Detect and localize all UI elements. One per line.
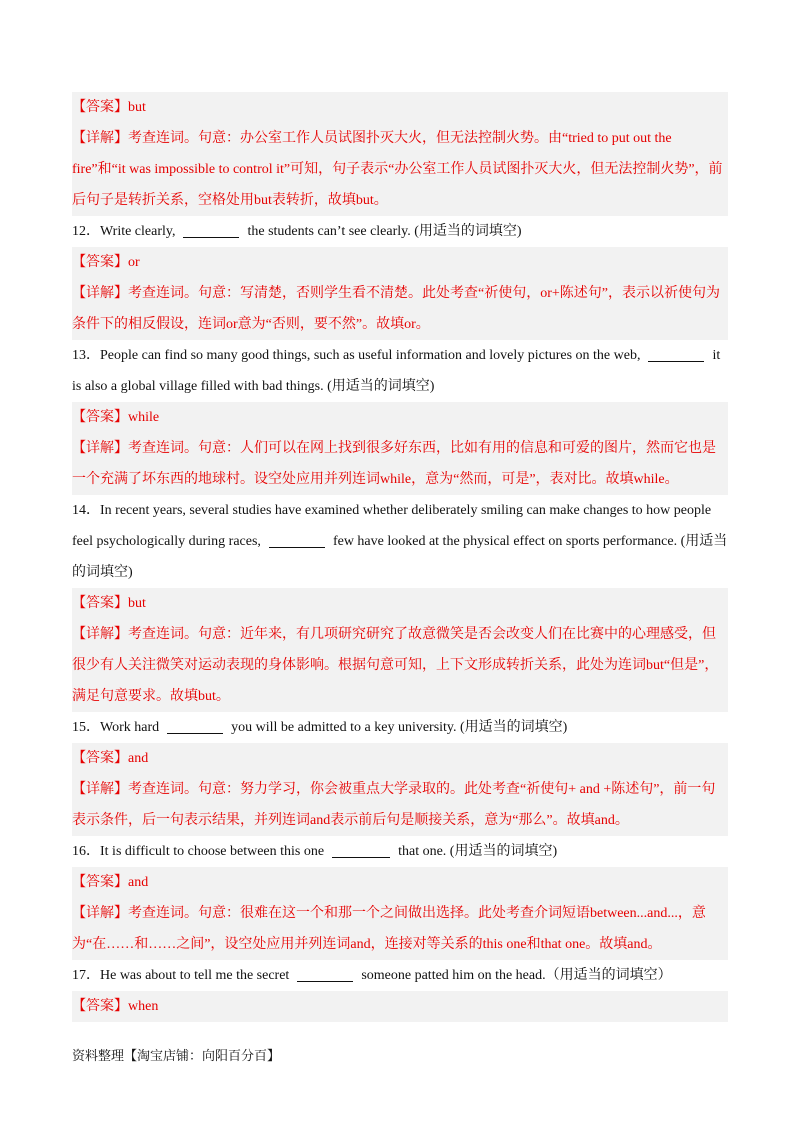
answer-block-16 [72, 867, 728, 960]
answer-block-14 [72, 588, 728, 712]
answer-text: 【答案】or [72, 255, 140, 270]
question-13 [72, 340, 728, 402]
answer-block-13 [72, 402, 728, 495]
question-text: the students can’t see clearly. (用适当的词填空) [247, 224, 522, 239]
answer-text: 【答案】but [72, 100, 146, 115]
answer-block-12 [72, 247, 728, 340]
detail-text: 【详解】考查连词。句意：办公室工作人员试图扑灭大火，但无法控制火势。由“tried to put out the fire”和“it was impossible to control it”可知，句子表示“办公室工作人员试图扑灭大火，但无法控制火势”，前后句子是转折关系，空格处用but表转折，故填but。 [72, 131, 723, 208]
document-content [72, 92, 728, 1022]
answer-blank [332, 842, 390, 858]
question-14 [72, 495, 728, 588]
question-text: 17．He was about to tell me the secret [72, 968, 290, 983]
question-text: few have looked at the physical effect on sports performance. (用适当的词填空) [72, 534, 728, 580]
question-text: 14．In recent years, several studies have examined whether deliberately smiling can make changes to how people feel psychologically during races, [72, 503, 712, 549]
answer-text: 【答案】while [72, 410, 160, 425]
answer-blank [183, 222, 239, 238]
answer-blank [167, 718, 223, 734]
detail-text: 【详解】考查连词。句意：人们可以在网上找到很多好东西，比如有用的信息和可爱的图片，然而它也是一个充满了坏东西的地球村。设空处应用并列连词while，意为“然而，可是”，表对比。故填while。 [72, 441, 716, 487]
answer-block-15 [72, 743, 728, 836]
question-16 [72, 836, 728, 867]
detail-text: 【详解】考查连词。句意：努力学习，你会被重点大学录取的。此处考查“祈使句+ and +陈述句”，前一句表示条件，后一句表示结果，并列连词and表示前后句是顺接关系，意为“那么”。故填and。 [72, 782, 716, 828]
answer-text: 【答案】and [72, 751, 149, 766]
answer-blank [297, 966, 353, 982]
answer-block-17 [72, 991, 728, 1022]
answer-text: 【答案】and [72, 875, 149, 890]
question-17 [72, 960, 728, 991]
detail-text: 【详解】考查连词。句意：写清楚，否则学生看不清楚。此处考查“祈使句，or+陈述句”，表示以祈使句为条件下的相反假设，连词or意为“否则，要不然”。故填or。 [72, 286, 720, 332]
question-text: 16．It is difficult to choose between this one [72, 844, 325, 859]
detail-text: 【详解】考查连词。句意：很难在这一个和那一个之间做出选择。此处考查介词短语between...and...，意为“在……和……之间”，设空处应用并列连词and，连接对等关系的this one和that one。故填and。 [72, 906, 706, 952]
answer-blank [648, 346, 704, 362]
footer-note: 资料整理【淘宝店铺：向阳百分百】 [72, 1049, 281, 1064]
answer-text: 【答案】when [72, 999, 159, 1014]
question-text: you will be admitted to a key university. (用适当的词填空) [231, 720, 568, 735]
question-text: 15．Work hard [72, 720, 160, 735]
answer-block-11 [72, 92, 728, 216]
detail-text: 【详解】考查连词。句意：近年来，有几项研究研究了故意微笑是否会改变人们在比赛中的心理感受，但很少有人关注微笑对运动表现的身体影响。根据句意可知，上下文形成转折关系，此处为连词but“但是”，满足句意要求。故填but。 [72, 627, 719, 704]
answer-text: 【答案】but [72, 596, 146, 611]
question-text: 13．People can find so many good things, such as useful information and lovely pictures on the web, [72, 348, 641, 363]
question-15 [72, 712, 728, 743]
answer-blank [269, 532, 325, 548]
question-12 [72, 216, 728, 247]
question-text: someone patted him on the head.（用适当的词填空） [361, 968, 672, 983]
question-text: it is also a global village filled with bad things. (用适当的词填空) [72, 348, 721, 394]
question-text: 12．Write clearly, [72, 224, 176, 239]
question-text: that one. (用适当的词填空) [398, 844, 558, 859]
